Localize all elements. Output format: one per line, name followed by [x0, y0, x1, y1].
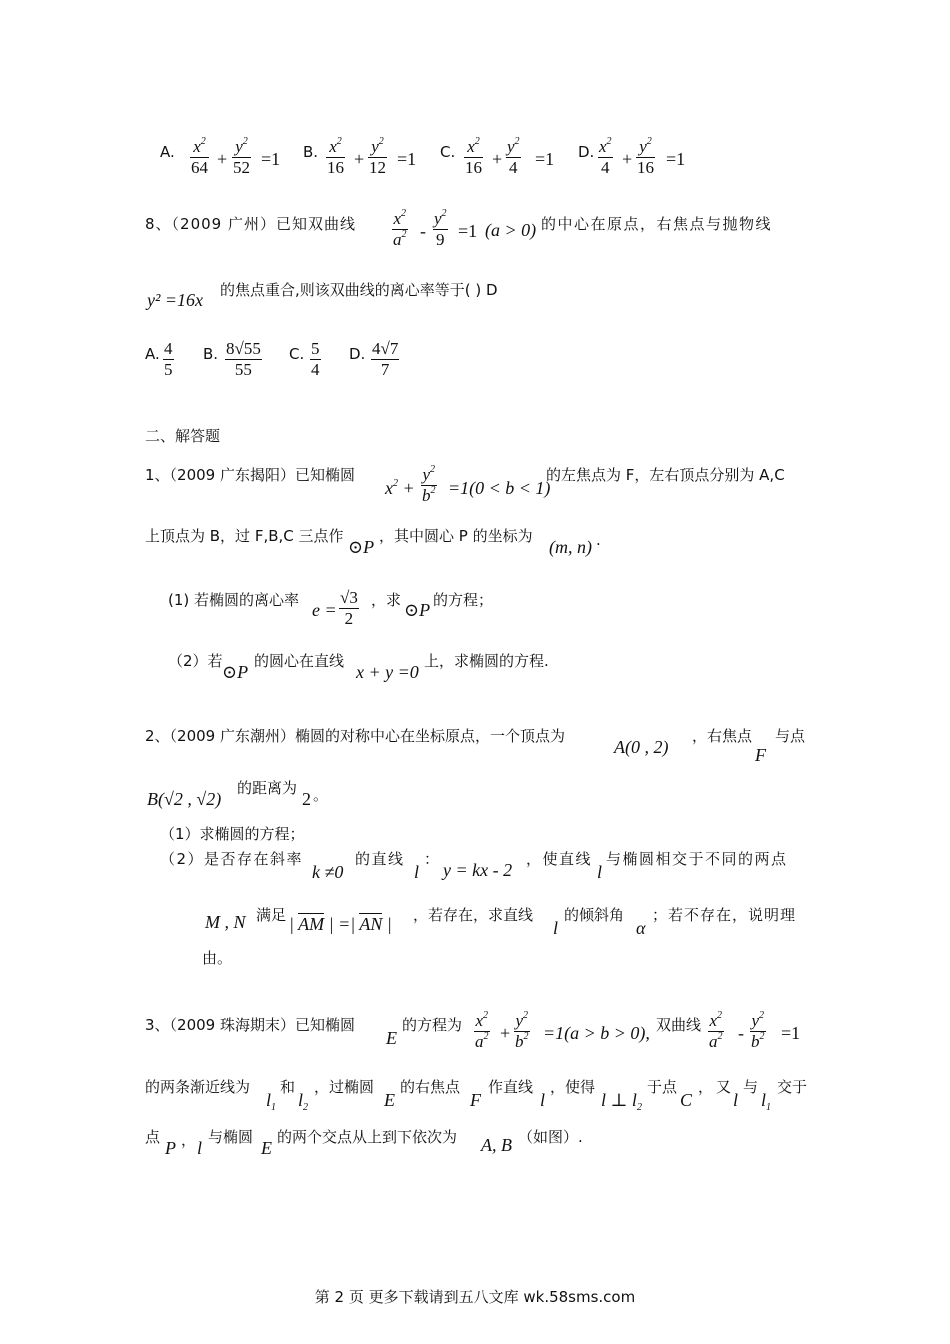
p3-text9: ，又: [698, 1078, 735, 1096]
p2-satisfy: 满足: [256, 906, 287, 924]
q8-text1: 的中心在原点，右焦点与抛物线: [541, 215, 773, 233]
p3-comma: ，: [181, 1131, 197, 1149]
equals-one: =1: [666, 149, 686, 169]
asymptote-l1: $l_1$: [266, 1090, 277, 1113]
q8-opt-d-frac: $\frac{4√7}{7}$: [372, 339, 399, 379]
line-eq-l: y = kx - 2: [443, 860, 513, 880]
option-a-frac1: $\frac{x^2}{64}$: [191, 136, 208, 177]
p1-text1: 的左焦点为 F，左右顶点分别为 A,C: [546, 466, 785, 484]
points-AB: A, B: [481, 1135, 512, 1155]
p1-text2: 上顶点为 B，过 F,B,C 三点作: [145, 527, 344, 545]
plus: +: [217, 149, 228, 169]
ellipse-E: E: [261, 1138, 272, 1158]
section-title: 二、解答题: [145, 427, 221, 445]
p2-sub2-lead: （2）是否存在斜率: [160, 850, 304, 868]
minus: -: [738, 1023, 744, 1043]
option-a-label: A.: [160, 143, 175, 161]
line-eq: x + y =0: [356, 662, 419, 682]
p1-dot: .: [596, 531, 601, 549]
point-C: C: [680, 1090, 693, 1110]
asymptote-l1: $l_1$: [761, 1090, 772, 1113]
point-B: B(√2 , √2): [147, 789, 222, 809]
p3-eq-cond: =1(a > b > 0),: [543, 1023, 650, 1043]
p1-sub1-lead: (1) 若椭圆的离心率: [168, 591, 300, 609]
p1-text3: ，其中圆心 P 的坐标为: [379, 527, 533, 545]
option-c-label: C.: [440, 143, 456, 161]
q8-opt-b: B.: [203, 345, 219, 363]
ellipse-E: E: [384, 1090, 395, 1110]
p3-text7: ，使得: [550, 1078, 596, 1096]
p1-x2: $x^2$ +: [385, 478, 415, 498]
asymptote-l2: $l_2$: [298, 1090, 309, 1113]
e-eq: e =: [312, 600, 337, 620]
plus: +: [492, 149, 503, 169]
p2-lead: 2、（2009 广东潮州）椭圆的对称中心在坐标原点，一个顶点为: [145, 727, 565, 745]
p2-end: 。: [313, 786, 329, 804]
distance: 2: [302, 789, 311, 809]
p1-sub2-mid: 的圆心在直线: [254, 652, 345, 670]
line-l: l: [597, 862, 603, 882]
p1-lead: 1、（2009 广东揭阳）已知椭圆: [145, 466, 355, 484]
line-l: l: [197, 1138, 203, 1158]
p2-colon: ：: [424, 850, 440, 868]
circle-P: ⊙P: [222, 662, 249, 682]
option-d-frac1: $\frac{x^2}{4}$: [599, 136, 612, 177]
p3-and: 和: [280, 1078, 296, 1096]
equals-one: =1: [261, 149, 281, 169]
p3-text6: 作直线: [488, 1078, 534, 1096]
p3-text11: 交于: [777, 1078, 808, 1096]
point-P: P: [165, 1138, 176, 1158]
p1-coord: (m, n): [549, 537, 592, 557]
option-b-frac1: $\frac{x^2}{16}$: [327, 136, 344, 177]
q8-opt-a: A.: [145, 345, 160, 363]
p2-text3: 的距离为: [237, 779, 298, 797]
p3-frac3: $\frac{x^2}{a^2}$: [709, 1010, 723, 1051]
q8-frac1: $\frac{x^2}{a^2}$: [393, 208, 407, 249]
p3-text15: （如图）.: [518, 1128, 583, 1146]
plus: +: [354, 149, 365, 169]
q8-text2: 的焦点重合,则该双曲线的离心率等于( ) D: [220, 281, 498, 299]
p2-text2: 与点: [775, 727, 806, 745]
p3-text14: 的两个交点从上到下依次为: [277, 1128, 458, 1146]
p2-text5: 的倾斜角: [564, 906, 625, 924]
p3-text5: 的右焦点: [400, 1078, 461, 1096]
p1-sub2-tail: 上，求椭圆的方程.: [424, 652, 549, 670]
p3-frac1: $\frac{x^2}{a^2}$: [475, 1010, 489, 1051]
p2-sub2-mid2: ，使直线: [526, 850, 593, 868]
p1-sub1-mid: ，求: [371, 591, 402, 609]
ellipse-E: E: [386, 1028, 397, 1048]
line-l: l: [733, 1090, 739, 1110]
q8-lead: 8、（2009 广州）已知双曲线: [145, 215, 356, 233]
option-b-label: B.: [303, 143, 319, 161]
parabola-eq: y² =16x: [147, 290, 204, 310]
plus: +: [622, 149, 633, 169]
q8-cond: (a > 0): [485, 220, 537, 240]
p3-frac2: $\frac{y^2}{b^2}$: [515, 1010, 529, 1051]
alpha: α: [636, 918, 646, 938]
p2-sub2-mid1: 的直线: [355, 850, 405, 868]
e-frac: $\frac{√3}{2}$: [340, 588, 358, 628]
minus: -: [420, 221, 426, 241]
p3-text2: 双曲线: [656, 1016, 702, 1034]
option-c-frac2: $\frac{y^2}{4}$: [507, 136, 520, 177]
p3-text10: 与: [743, 1078, 759, 1096]
p2-text1: ，右焦点: [692, 727, 753, 745]
equals-one: =1: [535, 149, 555, 169]
p3-text3: 的两条渐近线为: [145, 1078, 251, 1096]
p2-sub2-tail: 与椭圆相交于不同的两点: [606, 850, 788, 868]
equals-one: =1: [397, 149, 417, 169]
circle-P: ⊙P: [348, 537, 375, 557]
points-MN: M , N: [205, 912, 246, 932]
q8-opt-c-frac: $\frac{5}{4}$: [311, 339, 320, 379]
q8-opt-c: C.: [289, 345, 305, 363]
p1-sub2-lead: （2）若: [168, 652, 223, 670]
focus-F: F: [470, 1090, 481, 1110]
p2-text7: 由。: [202, 949, 233, 967]
line-l: l: [540, 1090, 546, 1110]
page-footer: 第 2 页 更多下载请到五八文库 wk.58sms.com: [314, 1288, 636, 1306]
circle-P: ⊙P: [404, 600, 431, 620]
option-d-label: D.: [578, 143, 595, 161]
option-a-frac2: $\frac{y^2}{52}$: [233, 136, 250, 177]
p3-frac4: $\frac{y^2}{b^2}$: [751, 1010, 765, 1051]
p3-text4: ，过椭圆: [314, 1078, 375, 1096]
q8-frac2: $\frac{y^2}{9}$: [434, 208, 447, 249]
p3-text12: 点: [145, 1128, 161, 1146]
line-l: l: [553, 918, 559, 938]
p3-lead: 3、（2009 珠海期末）已知椭圆: [145, 1016, 355, 1034]
plus: +: [500, 1023, 511, 1043]
p1-frac: $\frac{y^2}{b^2}$: [422, 464, 436, 505]
p1-sub1-tail: 的方程；: [433, 591, 494, 609]
p3-eq1: =1: [781, 1023, 801, 1043]
q8-opt-a-frac: $\frac{4}{5}$: [164, 339, 173, 379]
p3-text1: 的方程为: [402, 1016, 463, 1034]
focus-F: F: [755, 745, 766, 765]
line-l: l: [414, 862, 420, 882]
k-cond: k ≠0: [312, 862, 344, 882]
p2-text6: ；若不存在，说明理: [652, 906, 797, 924]
point-A: A(0 , 2): [614, 737, 669, 757]
vector-eq: | AM | =| AN |: [289, 914, 392, 934]
option-b-frac2: $\frac{y^2}{12}$: [369, 136, 386, 177]
p3-text8: 于点: [647, 1078, 678, 1096]
q8-opt-d: D.: [349, 345, 366, 363]
q8-eq: =1: [458, 221, 478, 241]
option-d-frac2: $\frac{y^2}{16}$: [637, 136, 654, 177]
p3-text13: 与椭圆: [208, 1128, 254, 1146]
q8-opt-b-frac: $\frac{8√55}{55}$: [226, 339, 261, 379]
p2-sub1: （1）求椭圆的方程；: [160, 825, 305, 843]
perp-eq: l ⊥ $l_2$: [601, 1090, 642, 1113]
p1-eq-right: =1(0 < b < 1): [448, 478, 551, 498]
p2-text4: ，若存在，求直线: [413, 906, 534, 924]
option-c-frac1: $\frac{x^2}{16}$: [465, 136, 482, 177]
